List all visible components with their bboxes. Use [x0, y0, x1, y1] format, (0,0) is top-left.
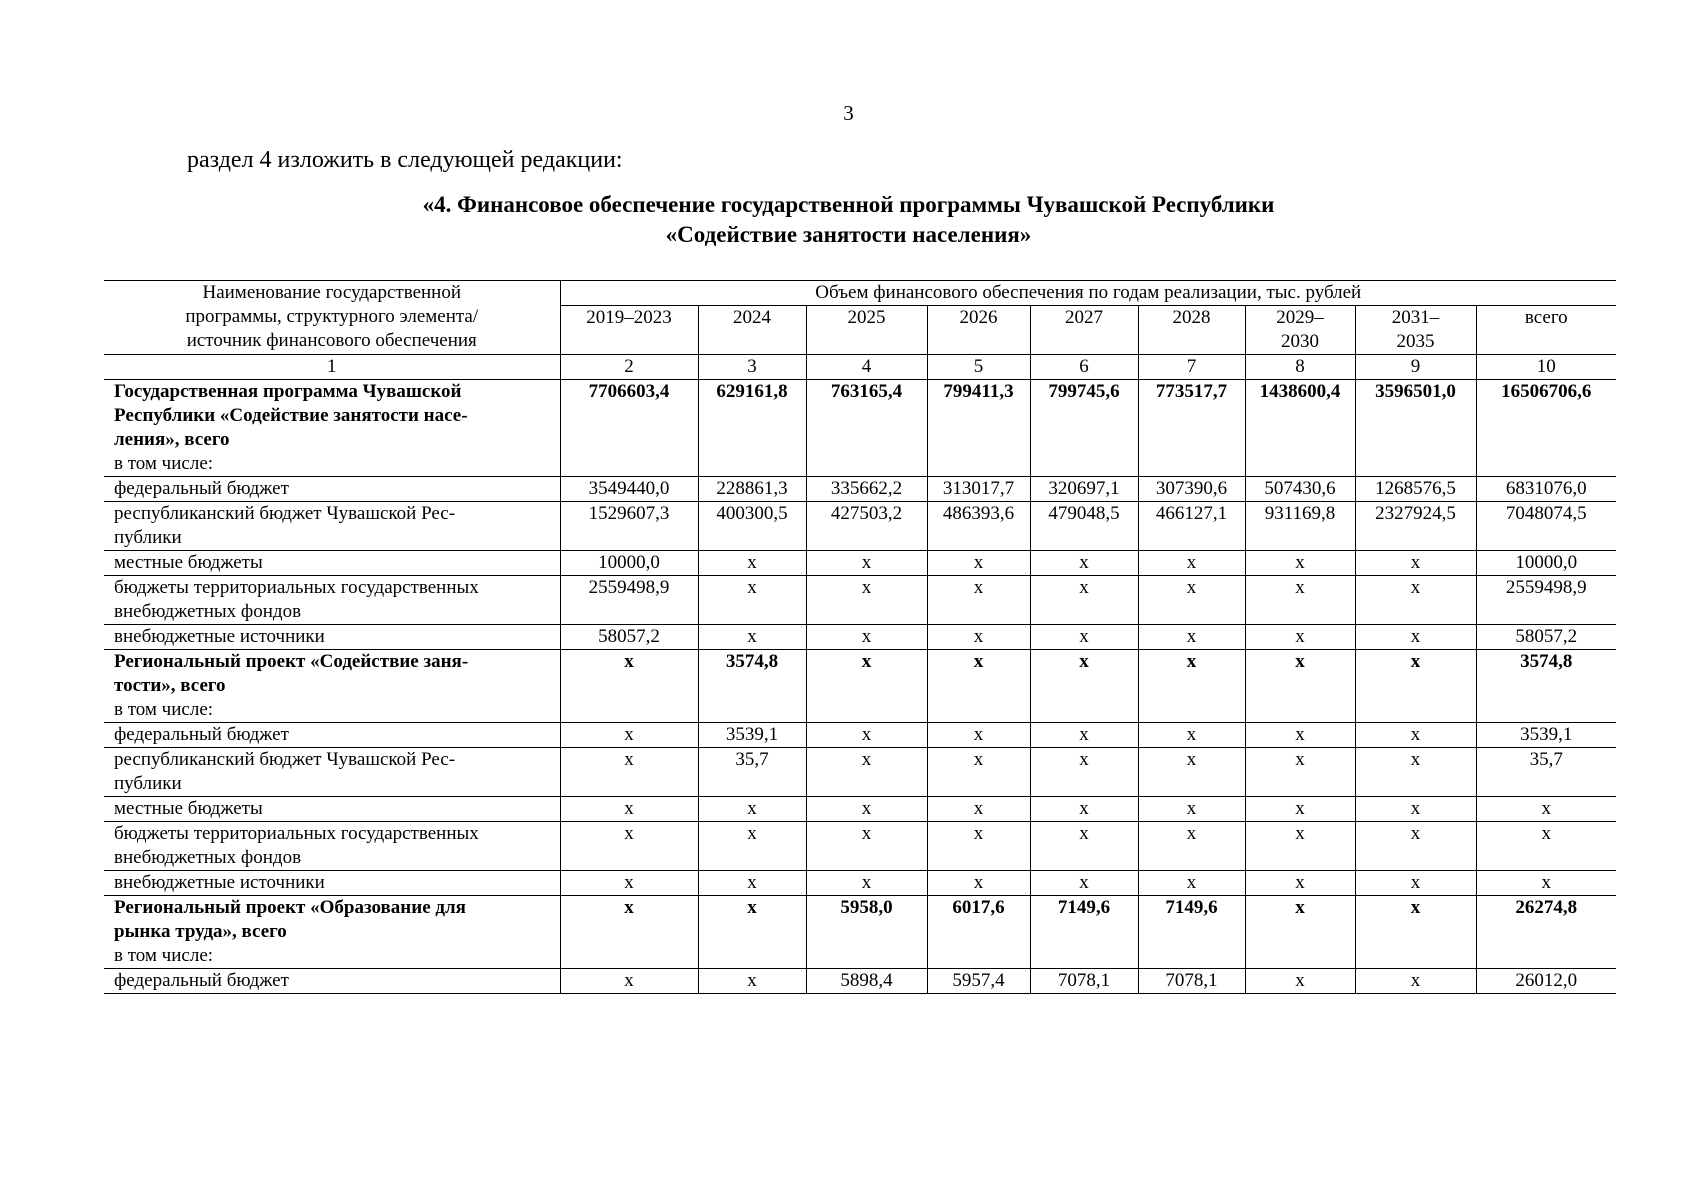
row-name: [104, 822, 560, 871]
table-cell: 58057,2: [1476, 625, 1616, 650]
table-cell: 7149,6: [1138, 896, 1245, 969]
table-cell: 228861,3: [698, 477, 806, 502]
table-cell: х: [927, 723, 1030, 748]
column-number: 5: [927, 355, 1030, 380]
table-row: [104, 748, 1616, 797]
row-name: [104, 723, 560, 748]
table-row: [104, 871, 1616, 896]
heading-line-2: «Содействие занятости населения»: [665, 222, 1032, 247]
row-name-line: внебюджетных фондов: [114, 847, 302, 868]
row-name-line: бюджеты территориальных государственных: [114, 577, 479, 598]
table-cell: х: [927, 576, 1030, 625]
row-name-line: федеральный бюджет: [114, 724, 289, 745]
table-cell: х: [806, 576, 927, 625]
table-cell: х: [927, 871, 1030, 896]
table-cell: х: [1355, 822, 1476, 871]
table-cell: 507430,6: [1245, 477, 1355, 502]
row-name-line: рынка труда», всего: [114, 921, 287, 942]
table-cell: х: [1355, 625, 1476, 650]
page-number: 3: [843, 101, 854, 125]
table-cell: х: [1030, 650, 1138, 723]
row-name: [104, 551, 560, 576]
table-row: [104, 477, 1616, 502]
table-cell: х: [1245, 822, 1355, 871]
row-subtitle: в том числе:: [114, 945, 214, 966]
header-group: Объем финансового обеспечения по годам реализации, тыс. рублей: [560, 281, 1616, 306]
year-column-label: 2035: [1396, 331, 1435, 352]
table-cell: 10000,0: [1476, 551, 1616, 576]
table-cell: х: [1138, 797, 1245, 822]
table-cell: 2559498,9: [560, 576, 698, 625]
year-column-label: 2029–: [1276, 307, 1324, 328]
table-cell: х: [1245, 969, 1355, 994]
table-cell: х: [1138, 551, 1245, 576]
table-cell: х: [1476, 797, 1616, 822]
table-cell: х: [806, 625, 927, 650]
table-cell: х: [1476, 822, 1616, 871]
row-name-line: публики: [114, 527, 182, 548]
table-cell: 35,7: [698, 748, 806, 797]
table-cell: х: [560, 797, 698, 822]
table-cell: 3596501,0: [1355, 380, 1476, 477]
column-number: 7: [1138, 355, 1245, 380]
table-row: [104, 551, 1616, 576]
table-cell: х: [698, 969, 806, 994]
table-cell: х: [560, 748, 698, 797]
table-cell: х: [806, 748, 927, 797]
table-cell: х: [1355, 871, 1476, 896]
table-cell: 799411,3: [927, 380, 1030, 477]
table-cell: х: [1138, 871, 1245, 896]
table-cell: х: [806, 822, 927, 871]
table-cell: х: [1030, 797, 1138, 822]
table-cell: х: [1138, 625, 1245, 650]
row-name: [104, 748, 560, 797]
table-cell: х: [1138, 748, 1245, 797]
table-row: [104, 822, 1616, 871]
year-column-header: [1138, 306, 1245, 355]
row-name-line: Государственная программа Чувашской: [114, 381, 462, 402]
year-column-label: 2026: [959, 307, 998, 328]
table-cell: 6831076,0: [1476, 477, 1616, 502]
table-cell: х: [1245, 748, 1355, 797]
row-name-line: внебюджетные источники: [114, 872, 325, 893]
table-cell: х: [698, 822, 806, 871]
table-cell: х: [560, 969, 698, 994]
table-cell: х: [1245, 871, 1355, 896]
row-name: [104, 650, 560, 723]
table-cell: 2327924,5: [1355, 502, 1476, 551]
year-column-header: [560, 306, 698, 355]
table-row: [104, 502, 1616, 551]
table-cell: х: [1245, 896, 1355, 969]
table-cell: х: [698, 551, 806, 576]
header-name-column: [104, 281, 560, 355]
table-cell: 26012,0: [1476, 969, 1616, 994]
table-cell: х: [1355, 797, 1476, 822]
table-cell: 7706603,4: [560, 380, 698, 477]
table-cell: 3539,1: [1476, 723, 1616, 748]
table-cell: х: [698, 871, 806, 896]
table-cell: х: [806, 723, 927, 748]
year-column-label: 2025: [847, 307, 886, 328]
row-subtitle: в том числе:: [114, 699, 214, 720]
row-name-line: публики: [114, 773, 182, 794]
table-cell: х: [927, 797, 1030, 822]
year-column-label: 2031–: [1391, 307, 1440, 328]
table-row: [104, 576, 1616, 625]
row-name: [104, 477, 560, 502]
table-cell: 35,7: [1476, 748, 1616, 797]
table-cell: х: [1355, 576, 1476, 625]
table-cell: х: [1355, 896, 1476, 969]
row-name-line: Региональный проект «Содействие заня-: [114, 651, 469, 672]
table-cell: х: [927, 822, 1030, 871]
table-cell: 7078,1: [1030, 969, 1138, 994]
financing-table: [104, 280, 1616, 994]
table-cell: х: [1245, 551, 1355, 576]
table-body: [104, 380, 1616, 994]
row-name-line: ления», всего: [114, 429, 230, 450]
table-cell: х: [698, 625, 806, 650]
table-cell: х: [560, 650, 698, 723]
table-row-total: [104, 896, 1616, 969]
table-cell: 427503,2: [806, 502, 927, 551]
table-cell: 5898,4: [806, 969, 927, 994]
table-cell: х: [1138, 723, 1245, 748]
row-name-line: тости», всего: [114, 675, 226, 696]
table-cell: х: [1138, 822, 1245, 871]
table-row-total: [104, 650, 1616, 723]
column-number: 10: [1476, 355, 1616, 380]
table-cell: 466127,1: [1138, 502, 1245, 551]
year-column-label: 2028: [1172, 307, 1211, 328]
table-cell: х: [1476, 871, 1616, 896]
year-column-header: [1476, 306, 1616, 355]
table-cell: 7149,6: [1030, 896, 1138, 969]
table-cell: 763165,4: [806, 380, 927, 477]
row-name-line: бюджеты территориальных государственных: [114, 823, 479, 844]
table-cell: х: [698, 797, 806, 822]
table-cell: х: [1030, 822, 1138, 871]
row-name: [104, 871, 560, 896]
table-cell: х: [1030, 871, 1138, 896]
row-name: [104, 502, 560, 551]
table-cell: х: [1030, 576, 1138, 625]
table-cell: 799745,6: [1030, 380, 1138, 477]
table-row: [104, 797, 1616, 822]
table-cell: х: [927, 625, 1030, 650]
row-name-line: федеральный бюджет: [114, 478, 289, 499]
table-cell: 3574,8: [698, 650, 806, 723]
table-cell: х: [927, 748, 1030, 797]
intro-text: раздел 4 изложить в следующей редакции:: [187, 147, 623, 173]
row-name-line: республиканский бюджет Чувашской Рес-: [114, 503, 456, 524]
table-cell: 3549440,0: [560, 477, 698, 502]
row-name-line: Региональный проект «Образование для: [114, 897, 466, 918]
table-cell: 1268576,5: [1355, 477, 1476, 502]
table-cell: х: [1355, 551, 1476, 576]
column-number: 9: [1355, 355, 1476, 380]
table-cell: 931169,8: [1245, 502, 1355, 551]
row-name: [104, 576, 560, 625]
table-cell: 629161,8: [698, 380, 806, 477]
row-name: [104, 969, 560, 994]
row-name-line: республиканский бюджет Чувашской Рес-: [114, 749, 456, 770]
table-cell: 3574,8: [1476, 650, 1616, 723]
table-row: [104, 625, 1616, 650]
header-name-line: Наименование государственной: [202, 282, 462, 303]
row-name-line: местные бюджеты: [114, 798, 263, 819]
table-cell: х: [806, 871, 927, 896]
table-cell: х: [927, 551, 1030, 576]
table-cell: 479048,5: [1030, 502, 1138, 551]
column-number-row: [104, 355, 1616, 380]
table-cell: х: [1245, 650, 1355, 723]
row-name: [104, 896, 560, 969]
table-cell: х: [560, 723, 698, 748]
table-cell: 320697,1: [1030, 477, 1138, 502]
table-cell: х: [560, 896, 698, 969]
year-column-header: [1030, 306, 1138, 355]
heading-line-1: «4. Финансовое обеспечение государственной программы Чувашской Республики: [422, 192, 1275, 217]
year-column-label: всего: [1524, 307, 1568, 328]
table-cell: х: [1030, 551, 1138, 576]
year-column-header: [1355, 306, 1476, 355]
table-cell: х: [806, 551, 927, 576]
table-cell: 5958,0: [806, 896, 927, 969]
table-cell: х: [806, 797, 927, 822]
year-column-header: [927, 306, 1030, 355]
table-cell: х: [1138, 576, 1245, 625]
table-cell: х: [1355, 969, 1476, 994]
table-cell: 7048074,5: [1476, 502, 1616, 551]
row-name-line: федеральный бюджет: [114, 970, 289, 991]
table-cell: 313017,7: [927, 477, 1030, 502]
table-cell: х: [927, 650, 1030, 723]
table-cell: 7078,1: [1138, 969, 1245, 994]
table-cell: 58057,2: [560, 625, 698, 650]
table-cell: 26274,8: [1476, 896, 1616, 969]
section-heading: [0, 190, 1697, 250]
table-cell: 10000,0: [560, 551, 698, 576]
table-cell: 1438600,4: [1245, 380, 1355, 477]
year-column-header: [1245, 306, 1355, 355]
row-name: [104, 797, 560, 822]
table-row-total: [104, 380, 1616, 477]
row-name-line: внебюджетных фондов: [114, 601, 302, 622]
column-number: 3: [698, 355, 806, 380]
table-cell: 1529607,3: [560, 502, 698, 551]
year-column-label: 2024: [733, 307, 771, 328]
header-name-line: программы, структурного элемента/: [185, 306, 479, 327]
column-number: 1: [104, 355, 560, 380]
table-cell: х: [1245, 625, 1355, 650]
table-cell: 486393,6: [927, 502, 1030, 551]
table-cell: х: [1355, 723, 1476, 748]
table-cell: 2559498,9: [1476, 576, 1616, 625]
row-subtitle: в том числе:: [114, 453, 214, 474]
table-row: [104, 723, 1616, 748]
header-name-line: источник финансового обеспечения: [186, 330, 477, 351]
table-cell: х: [1030, 748, 1138, 797]
column-number: 4: [806, 355, 927, 380]
table-cell: х: [560, 871, 698, 896]
table-cell: х: [1245, 723, 1355, 748]
table-cell: 307390,6: [1138, 477, 1245, 502]
year-column-label: 2030: [1281, 331, 1319, 352]
table-cell: х: [1138, 650, 1245, 723]
year-column-header: [698, 306, 806, 355]
table-cell: х: [1245, 797, 1355, 822]
table-cell: х: [806, 650, 927, 723]
table-cell: х: [698, 576, 806, 625]
row-name-line: местные бюджеты: [114, 552, 263, 573]
table-cell: 5957,4: [927, 969, 1030, 994]
table-cell: х: [698, 896, 806, 969]
table-cell: х: [560, 822, 698, 871]
year-column-header: [806, 306, 927, 355]
table-cell: х: [1245, 576, 1355, 625]
table-cell: х: [1355, 748, 1476, 797]
table-cell: 16506706,6: [1476, 380, 1616, 477]
row-name: [104, 380, 560, 477]
table-cell: 6017,6: [927, 896, 1030, 969]
year-column-label: 2027: [1065, 307, 1103, 328]
table-cell: 773517,7: [1138, 380, 1245, 477]
table-cell: х: [1355, 650, 1476, 723]
table-cell: 335662,2: [806, 477, 927, 502]
table-row: [104, 969, 1616, 994]
row-name: [104, 625, 560, 650]
row-name-line: Республики «Содействие занятости насе-: [114, 405, 468, 426]
column-number: 6: [1030, 355, 1138, 380]
year-column-label: 2019–2023: [586, 307, 672, 328]
column-number: 8: [1245, 355, 1355, 380]
table-cell: х: [1030, 723, 1138, 748]
column-number: 2: [560, 355, 698, 380]
table-cell: 3539,1: [698, 723, 806, 748]
table-header: [104, 281, 1616, 380]
table-cell: 400300,5: [698, 502, 806, 551]
row-name-line: внебюджетные источники: [114, 626, 325, 647]
table-cell: х: [1030, 625, 1138, 650]
